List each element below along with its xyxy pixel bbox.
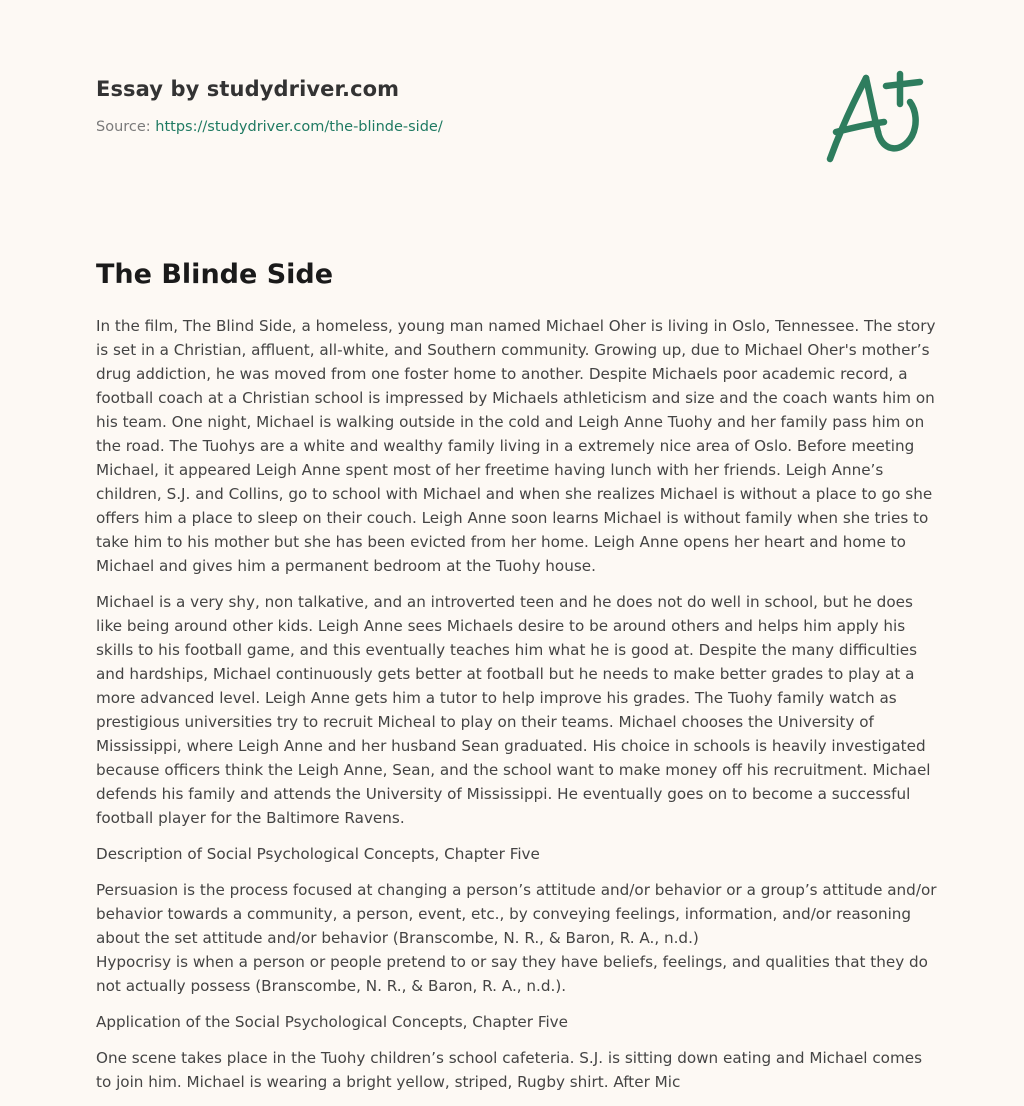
paragraph: Hypocrisy is when a person or people pretend to or say they have beliefs, feelings, and qualities that they do not actually possess (Branscombe, N. R., & Baron, R. A., n.d.).	[96, 953, 928, 995]
essay-title: The Blinde Side	[96, 259, 334, 290]
section-heading: Description of Social Psychological Concepts, Chapter Five	[96, 845, 540, 863]
essay-header	[96, 74, 796, 137]
source-label: Source:	[96, 119, 156, 135]
source-line	[96, 117, 796, 137]
source-link[interactable]: https://studydriver.com/the-blinde-side/	[155, 119, 443, 135]
section-heading: Application of the Social Psychological Concepts, Chapter Five	[96, 1013, 569, 1031]
essay-body	[96, 314, 938, 1106]
paragraph: In the film, The Blind Side, a homeless, young man named Michael Oher is living in Oslo, Tennessee. The story is set in a Christian, affluent, all-white, and Southern community. Growing up, due to Michael Oher's mother’s drug addiction, he was moved from one foster home to another. Despite Michaels poor academic record, a football coach at a Christian school is impressed by Michaels athleticism and size and the coach wants him on his team. One night, Michael is walking outside in the cold and Leigh Anne Tuohy and her family pass him on the road. The Tuohys are a white and wealthy family living in a extremely nice area of Oslo. Before meeting Michael, it appeared Leigh Anne spent most of her freetime having lunch with her friends. Leigh Anne’s children, S.J. and Collins, go to school with Michael and when she realizes Michael is without a place to go she offers him a place to sleep on their couch. Leigh Anne soon learns Michael is without family when she tries to take him to his mother but she has been evicted from her home. Leigh Anne opens her heart and home to Michael and gives him a permanent bedroom at the Tuohy house.	[96, 317, 936, 575]
paragraph: One scene takes place in the Tuohy children’s school cafeteria. S.J. is sitting down eating and Michael comes to join him. Michael is wearing a bright yellow, striped, Rugby shirt. After Mic	[96, 1049, 923, 1091]
site-title: Essay by studydriver.com	[96, 77, 400, 101]
a-plus-grade-icon	[822, 66, 932, 166]
paragraph: Persuasion is the process focused at changing a person’s attitude and/or behavior or a group’s attitude and/or behavior towards a community, a person, event, etc., by conveying feelings, information, and/or reasoning about the set attitude and/or behavior (Branscombe, N. R., & Baron, R. A., n.d.)	[96, 881, 937, 947]
paragraph: Michael is a very shy, non talkative, and an introverted teen and he does not do well in school, but he does like being around other kids. Leigh Anne sees Michaels desire to be around others and helps him apply his skills to his football game, and this eventually teaches him what he is good at. Despite the many difficulties and hardships, Michael continuously gets better at football but he needs to make better grades to play at a more advanced level. Leigh Anne gets him a tutor to help improve his grades. The Tuohy family watch as prestigious universities try to recruit Micheal to play on their teams. Michael chooses the University of Mississippi, where Leigh Anne and her husband Sean graduated. His choice in schools is heavily investigated because officers think the Leigh Anne, Sean, and the school want to make money off his recruitment. Michael defends his family and attends the University of Mississippi. He eventually goes on to become a successful football player for the Baltimore Ravens.	[96, 593, 931, 827]
